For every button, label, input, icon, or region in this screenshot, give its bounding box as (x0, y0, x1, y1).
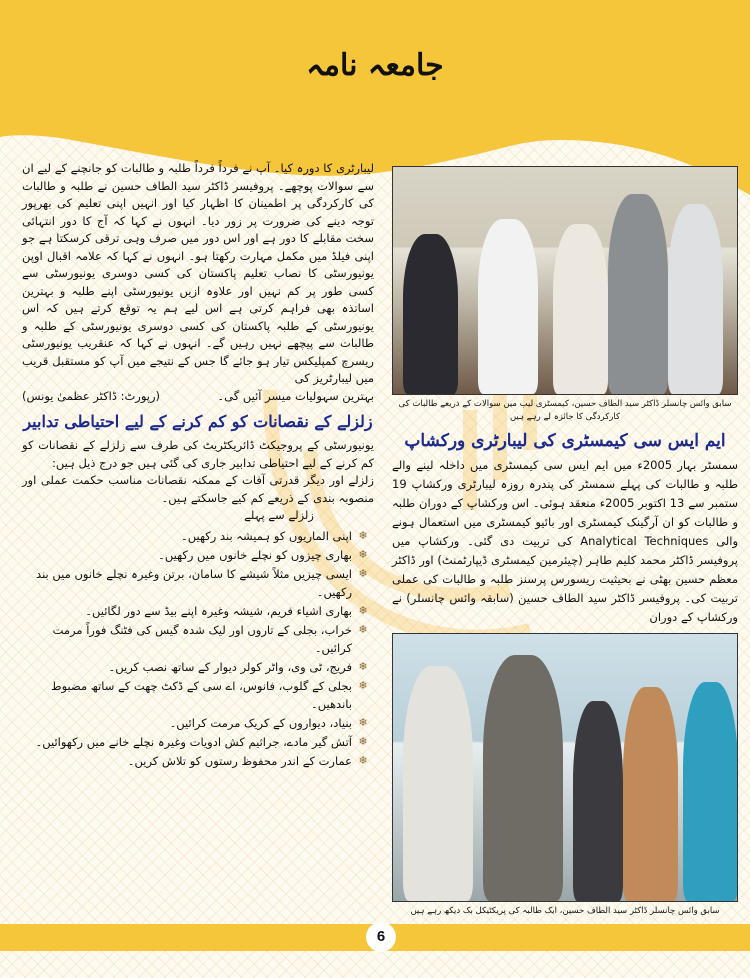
snowflake-bullet-icon: ❄ (358, 715, 368, 729)
article-last-line: بہترین سہولیات میسر آئیں گی۔ (217, 388, 374, 403)
list-item: ❄ بنیاد، دیواروں کے کریک مرمت کرائیں۔ (22, 714, 374, 732)
list-item: ❄ بجلی کے گلوب، فانوس، اے سی کے ڈکٹ چھت کے ساتھ مضبوط باندھیں۔ (22, 677, 374, 713)
quake-intro-2: زلزلے اور دیگر قدرتی آفات کے ممکنہ نقصانات مناسب حکمت عملی اور منصوبہ بندی کے ذریعے کم کیے جاسکتے ہیں۔ (22, 473, 374, 505)
photo-caption: سابق وائس چانسلر ڈاکٹر سید الطاف حسین، کیمسٹری لیب میں سوالات کے ذریعے طالبات کی کارکردگی کا جائزہ لے رہے ہیں (398, 399, 732, 422)
right-column (392, 166, 738, 918)
photo-caption: سابق وائس چانسلر ڈاکٹر سید الطاف حسین، ایک طالبہ کی پریکٹیکل بک دیکھ رہے ہیں (410, 906, 720, 916)
snowflake-bullet-icon: ❄ (358, 734, 368, 748)
quake-intro: یونیورسٹی کے پروجیکٹ ڈائریکٹریٹ کی طرف سے زلزلے کے نقصانات کو کم کرنے کے لیے احتیاطی تدابیر جاری کی گئی ہیں جو درج ذیل ہیں: (22, 438, 374, 470)
list-item: ❄ بھاری اشیاء فریم، شیشہ وغیرہ اپنے بیڈ سے دور لگائیں۔ (22, 602, 374, 620)
list-item: ❄ ایسی چیزیں مثلاً شیشے کا سامان، برتن وغیرہ نچلے خانوں میں بند رکھیں۔ (22, 565, 374, 601)
quake-subheading: زلزلے سے پہلے (244, 508, 314, 522)
list-item: ❄ آتش گیر مادے، جراثیم کش ادویات وغیرہ نچلے خانے میں رکھوائیں۔ (22, 733, 374, 751)
page-title: جامعہ نامہ (306, 48, 444, 83)
snowflake-bullet-icon: ❄ (358, 678, 368, 692)
precautions-list (22, 527, 374, 770)
list-item: ❄ خراب، بجلی کے تاروں اور لیک شدہ گیس کی فٹنگ فوراً مرمت کرائیں۔ (22, 621, 374, 657)
list-item: ❄ بھاری چیزوں کو نچلے خانوں میں رکھیں۔ (22, 546, 374, 564)
list-item: ❄ عمارت کے اندر محفوظ رستوں کو تلاش کریں۔ (22, 752, 374, 770)
chemistry-heading: ایم ایس سی کیمسٹری کی لیبارٹری ورکشاپ (404, 431, 726, 451)
chemistry-body: سمسٹر بہار 2005ء میں ایم ایس سی کیمسٹری میں داخلہ لینے والے طلبہ و طالبات کی پہلے سمسٹر کی پندرہ روزہ لیبارٹری ورکشاپ 19 ستمبر سے 13 اکتوبر 2005ء منعقد ہوئی۔ اس ورکشاپ کے دوران طلبہ و طالبات کو ان آرگینک کیمسٹری اور بائیو کیمسٹری میں استعمال ہونے والی Analytical Techniques کی تربیت دی گئی۔ ورکشاپ میں پروفیسر ڈاکٹر محمد کلیم طاہر (چیئرمین کیمسٹری ڈیپارٹمنٹ) اور ڈاکٹر معظم حسین بھٹی نے بحیثیت ریسورس پرسنز طلبہ و طالبات کی عملی تربیت کی۔ پروفیسر ڈاکٹر سید الطاف حسین (سابقہ وائس چانسلر) نے ورکشاپ کے دوران (392, 458, 739, 624)
left-article (22, 160, 374, 405)
lab-photo-2 (392, 633, 738, 902)
article-paragraph: لیبارٹری کا دورہ کیا۔ آپ نے فرداً فرداً طلبہ و طالبات کو جانچنے کے لیے ان سے سوالات پوچھے۔ پروفیسر ڈاکٹر سید الطاف حسین نے طلبہ و طالبات کی کارکردگی پر اطمینان کا اظہار کیا اور انہیں اپنی تعلیم کی بھرپور توجہ دینے کی ضرورت پر زور دیا۔ انہوں نے کہا کہ آج کا دور انتہائی سخت مقابلے کا دور ہے اور اس دور میں صرف وہی ترقی کرسکتا ہے جو اپنی فیلڈ میں مکمل مہارت رکھتا ہو۔ انہوں نے کہا کہ علامہ اقبال اوپن یونیورسٹی کا نصاب تعلیم پاکستان کی کسی دوسری یونیورسٹی سے کسی طور پر کم نہیں اور علاوہ ازیں یونیورسٹی اپنے طلبہ و بہترین اساتذہ بھی فراہم کرتی ہے اس لیے ہم یہ توقع کرتے ہیں کہ اس یونیورسٹی کے طلبہ پاکستان کی کسی دوسری یونیورسٹی کے طلبہ و طالبات سے پیچھے نہیں رہیں گے۔ انہوں نے کہا کہ عنقریب یونیورسٹی ریسرچ کمپلیکس تیار ہو جائے گا جس کے نتیجے میں آپ کو مستقبل قریب میں لیبارٹریز کی (22, 161, 374, 385)
snowflake-bullet-icon: ❄ (358, 547, 368, 561)
list-item: ❄ اپنی الماریوں کو ہمیشہ بند رکھیں۔ (22, 527, 374, 545)
snowflake-bullet-icon: ❄ (358, 528, 368, 542)
snowflake-bullet-icon: ❄ (358, 603, 368, 617)
lab-photo-1 (392, 166, 738, 395)
quake-heading: زلزلے کے نقصانات کو کم کرنے کے لیے احتیاطی تدابیر (23, 412, 373, 431)
snowflake-bullet-icon: ❄ (358, 659, 368, 673)
snowflake-bullet-icon: ❄ (358, 566, 368, 580)
reporter-credit: (رپورٹ: ڈاکٹر عظمیٰ یونس) (22, 388, 161, 403)
snowflake-bullet-icon: ❄ (358, 622, 368, 636)
list-item: ❄ فریج، ٹی وی، واٹر کولر دیوار کے ساتھ نصب کریں۔ (22, 658, 374, 676)
chemistry-article (392, 456, 738, 627)
snowflake-bullet-icon: ❄ (358, 753, 368, 767)
quake-article (22, 437, 374, 771)
left-column (22, 160, 374, 918)
page-number: 6 (366, 922, 396, 952)
